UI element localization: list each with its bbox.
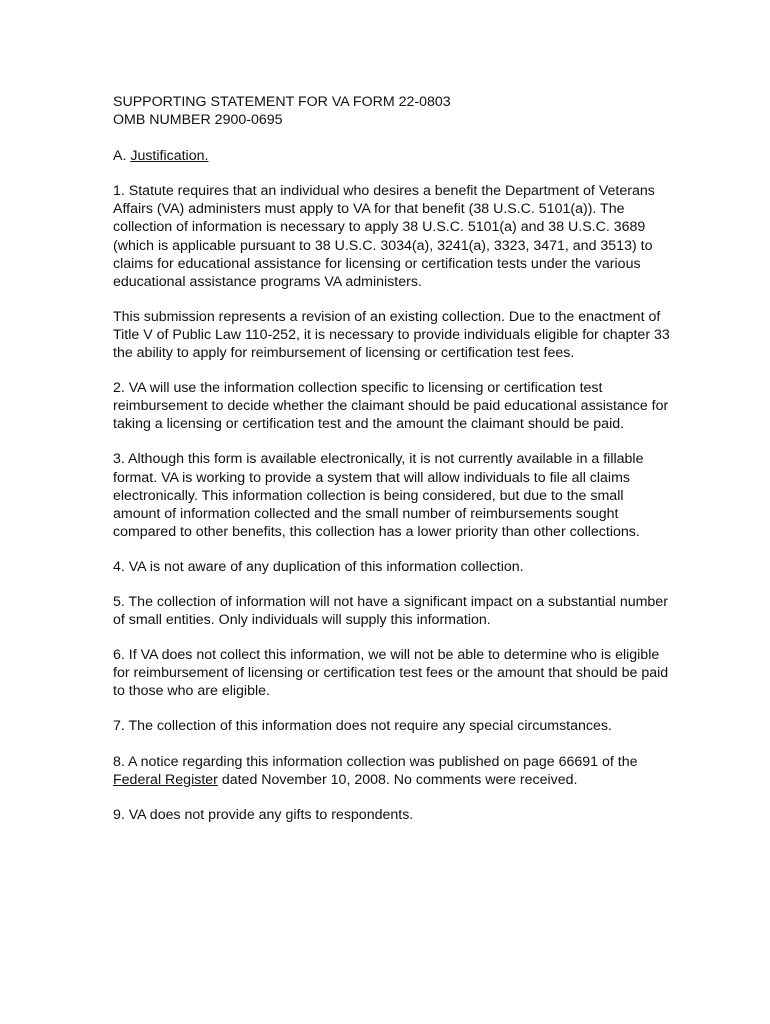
paragraph-8-end: dated November 10, 2008. No comments were received. <box>217 771 578 788</box>
document-page <box>113 93 673 841</box>
omb-number: OMB NUMBER 2900-0695 <box>113 112 283 129</box>
paragraph-3: 3. Although this form is available electronically, it is not currently available in a fillable format. VA is working to provide a system that will allow individuals to file all claims electronically. This information collection is being considered, but due to the small amount of information collected and the small number of reimbursements sought compared to other benefits, this collection has a lower priority than other collections. <box>113 451 644 540</box>
paragraph-9: 9. VA does not provide any gifts to respondents. <box>113 806 414 823</box>
section-heading <box>113 147 673 165</box>
paragraph-1: 1. Statute requires that an individual who desires a benefit the Department of Veterans Affairs (VA) administers must apply to VA for that benefit (38 U.S.C. 5101(a)). The collection of information is necessary to apply 38 U.S.C. 5101(a) and 38 U.S.C. 3689 (which is applicable pursuant to 38 U.S.C. 3034(a), 3241(a), 3323, 3471, and 3513) to claims for educational assistance for licensing or certification tests under the various educational assistance programs VA administers. <box>113 183 655 290</box>
paragraph-7: 7. The collection of this information does not require any special circumstances. <box>113 718 612 735</box>
section-prefix: A. <box>113 148 131 165</box>
form-title: SUPPORTING STATEMENT FOR VA FORM 22-0803 <box>113 94 451 110</box>
paragraph-8-start: 8. A notice regarding this information collection was published on page 66691 of the <box>113 753 638 770</box>
document-header <box>113 93 673 129</box>
paragraph-8 <box>113 753 673 789</box>
paragraph-6: 6. If VA does not collect this information, we will not be able to determine who is eligible for reimbursement of licensing or certification test fees or the amount that should be paid to those who are eligible. <box>113 647 669 700</box>
paragraph-2: 2. VA will use the information collection specific to licensing or certification test reimbursement to decide whether the claimant should be paid educational assistance for taking a licensing or certification test and the amount the claimant should be paid. <box>113 380 669 433</box>
federal-register-reference: Federal Register <box>113 771 218 788</box>
paragraph-4: 4. VA is not aware of any duplication of this information collection. <box>113 558 524 575</box>
paragraph-1b: This submission represents a revision of an existing collection. Due to the enactment of Title V of Public Law 110-252, it is necessary to provide individuals eligible for chapter 33 the ability to apply for reimbursement of licensing or certification test fees. <box>113 308 670 362</box>
section-label: Justification. <box>130 148 209 165</box>
paragraph-5: 5. The collection of information will not have a significant impact on a substantial number of small entities. Only individuals will supply this information. <box>113 593 668 629</box>
